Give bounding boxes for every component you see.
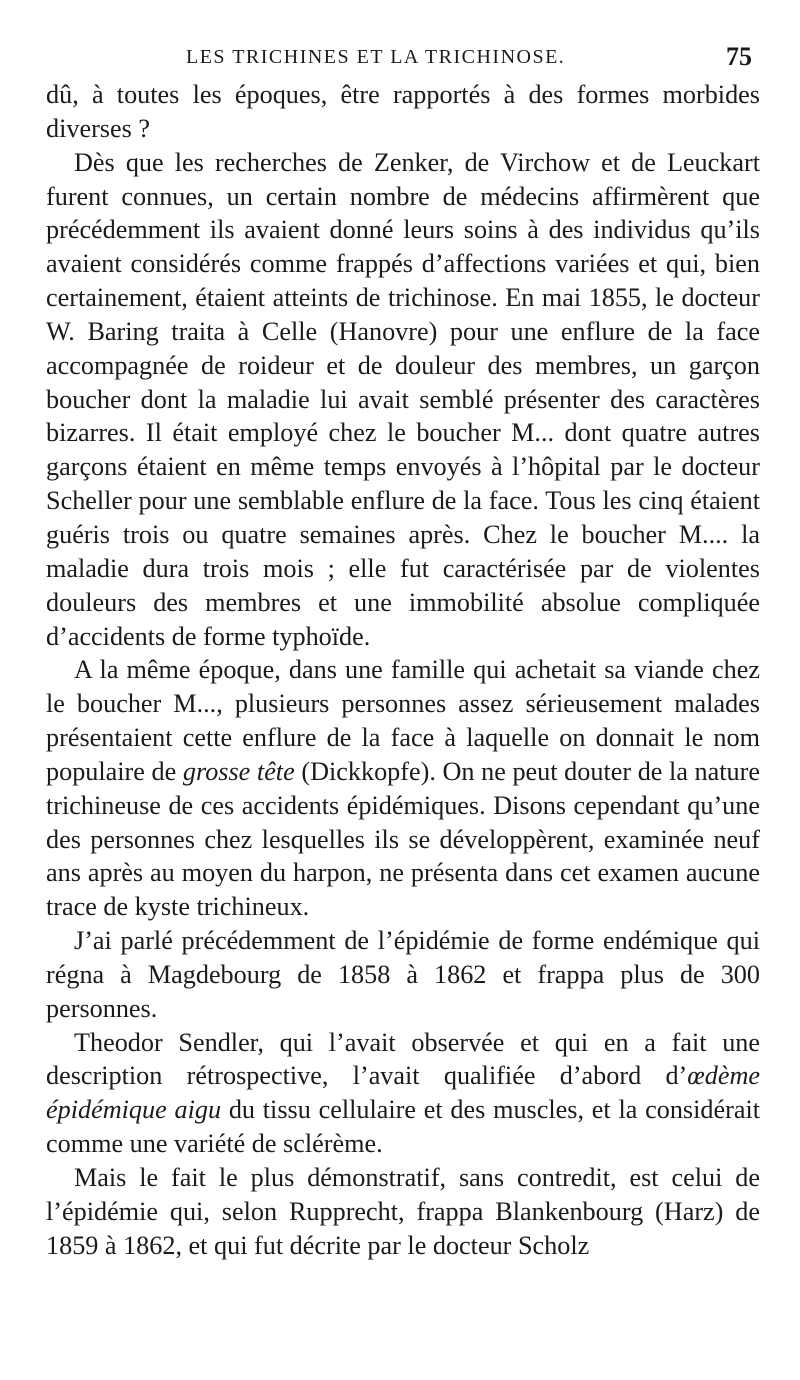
text-run: (Dickkopfe). On ne peut douter de la nature trichineuse de ces accidents épidémiques. Disons cependant qu’une des personnes chez lesquelles ils se développèrent, examinée neuf ans après au moyen du harpon, ne présenta dans cet examen aucune trace de kyste trichineux.: [46, 756, 760, 922]
paragraph: [46, 1161, 760, 1263]
paragraph: [46, 653, 760, 924]
page-number: 75: [726, 42, 752, 71]
italic-text: grosse tête: [182, 756, 295, 786]
paragraph: [46, 146, 760, 654]
running-head: LES TRICHINES ET LA TRICHINOSE.: [186, 46, 566, 68]
italic-text: œdème épidémique aigu: [46, 1061, 760, 1125]
page-header: [46, 38, 760, 78]
text-run: Mais le fait le plus démonstratif, sans contredit, est celui de l’épidémie qui, selon Rupprecht, frappa Blankenbourg (Harz) de 1859 à 1862, et qui fut décrite par le docteur Scholz: [46, 1163, 760, 1260]
text-run: du tissu cellulaire et des muscles, et la considérait comme une variété de sclérème.: [46, 1095, 761, 1159]
paragraph: [46, 78, 760, 146]
text-run: J’ai parlé précédemment de l’épidémie de forme endémique qui régna à Magdebourg de 1858 à 1862 et frappa plus de 300 personnes.: [46, 926, 760, 1023]
text-run: dû, à toutes les époques, être rapportés à des formes morbides diverses ?: [46, 80, 760, 143]
body-text: [46, 78, 760, 1263]
text-run: A la même époque, dans une famille qui achetait sa viande chez le boucher M..., plusieurs personnes assez sérieusement malades présentaient cette enflure de la face à laquelle on donnait le nom populaire de: [46, 655, 760, 786]
paragraph: [46, 1026, 760, 1161]
text-run: Theodor Sendler, qui l’avait observée et qui en a fait une description rétrospective, l’avait qualifiée d’abord d’: [46, 1027, 760, 1091]
paragraph: [46, 924, 760, 1026]
text-run: Dès que les recherches de Zenker, de Virchow et de Leuckart furent connues, un certain nombre de médecins affirmèrent que précédemment ils avaient donné leurs soins à des individus qu’ils avaient considérés comme frappés d’affections variées et qui, bien certainement, étaient atteints de trichinose. En mai 1855, le docteur W. Baring traita à Celle (Hanovre) pour une enflure de la face accompagnée de roideur et de douleur des membres, un garçon boucher dont la maladie lui avait semblé présenter des caractères bizarres. Il était employé chez le boucher M... dont quatre autres garçons étaient en même temps envoyés à l’hôpital par le docteur Scheller pour une semblable enflure de la face. Tous les cinq étaient guéris trois ou quatre semaines après. Chez le boucher M.... la maladie dura trois mois ; elle fut caractérisée par de violentes douleurs des membres et une immobilité absolue compliquée d’accidents de forme typhoïde.: [46, 147, 760, 651]
